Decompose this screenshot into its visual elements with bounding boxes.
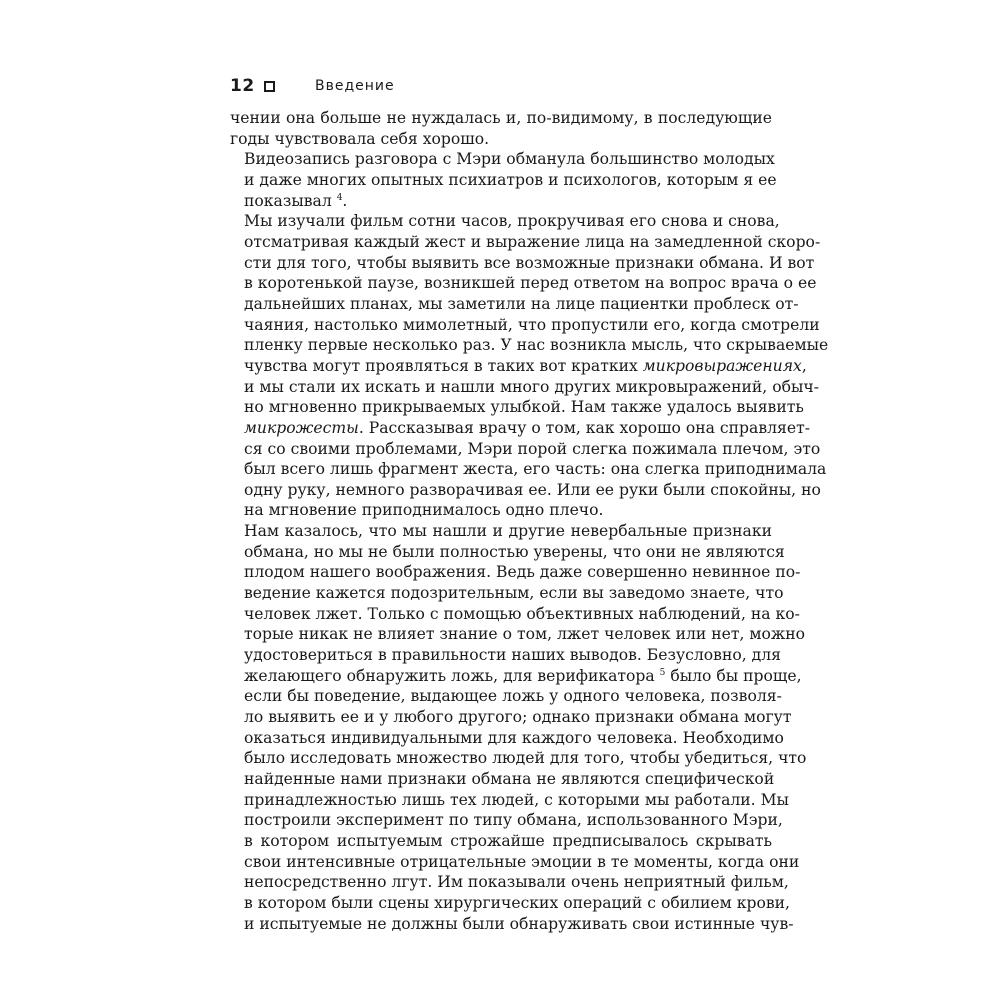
text-line xyxy=(230,852,800,873)
text-segment: непосредственно лгут. Им показывали очень неприятный фильм, xyxy=(244,873,789,892)
text-line xyxy=(230,356,807,377)
text-segment: желающего обнаружить ложь, для верификатора xyxy=(244,666,660,685)
text-line xyxy=(230,893,790,914)
text-line xyxy=(230,810,783,831)
text-line xyxy=(230,108,772,129)
text-line xyxy=(230,129,772,150)
text-segment: ся со своими проблемами, Мэри порой слегка пожимала плечом, это xyxy=(244,439,821,458)
text-segment: сти для того, чтобы выявить все возможные признаки обмана. И вот xyxy=(244,253,815,272)
footnote-ref: 5 xyxy=(659,667,666,678)
text-line xyxy=(230,769,775,790)
text-segment: построили эксперимент по типу обмана, использованного Мэри, xyxy=(244,811,783,830)
text-segment: человек лжет. Только с помощью объективных наблюдений, на ко- xyxy=(244,604,800,623)
text-line xyxy=(230,831,772,852)
text-segment: Нам казалось, что мы нашли и другие невербальные признаки xyxy=(244,522,772,541)
text-line xyxy=(230,397,804,418)
text-line xyxy=(230,232,821,253)
text-line xyxy=(230,645,781,666)
text-line xyxy=(230,191,772,212)
text-line xyxy=(230,542,785,563)
text-line xyxy=(230,790,789,811)
text-segment: чении она больше не нуждалась и, по-видимому, в последующие xyxy=(230,109,772,127)
text-segment: . Рассказывая врачу о том, как хорошо она справляет- xyxy=(358,418,810,437)
paragraph xyxy=(230,211,829,521)
text-line xyxy=(230,211,780,232)
text-segment: в котором испытуемым строжайше предписывалось скрывать xyxy=(244,831,772,850)
text-line xyxy=(230,335,829,356)
text-segment: и испытуемые не должны были обнаруживать свои истинные чув- xyxy=(244,914,794,933)
text-segment: обмана, но мы не были полностью уверены, что они не являются xyxy=(244,542,785,561)
text-segment: Видеозапись разговора с Мэри обманула большинство молодых xyxy=(244,150,775,169)
page-number: 12 xyxy=(230,76,255,96)
text-line xyxy=(230,500,772,521)
section-title: Введение xyxy=(315,78,395,94)
text-segment: найденные нами признаки обмана не являются специфической xyxy=(244,770,775,788)
text-segment: годы чувствовала себя хорошо. xyxy=(230,129,490,148)
text-segment: одну руку, немного разворачивая ее. Или ее руки были спокойны, но xyxy=(244,480,821,499)
text-line xyxy=(230,149,775,170)
text-segment: ведение кажется подозрительным, если вы заведомо знаете, что xyxy=(244,584,784,603)
text-line xyxy=(230,666,802,687)
text-line xyxy=(230,707,792,728)
paragraph xyxy=(230,521,807,934)
text-segment: показывал xyxy=(244,191,337,210)
text-segment: было исследовать множество людей для того, чтобы убедиться, что xyxy=(244,749,807,768)
text-line xyxy=(230,624,806,645)
text-line xyxy=(230,273,817,294)
text-line xyxy=(230,418,810,439)
text-line xyxy=(230,521,772,542)
text-segment: чувства могут проявляться в таких вот кратких xyxy=(244,356,643,375)
text-segment: оказаться индивидуальными для каждого человека. Необходимо xyxy=(244,728,784,747)
italic-term: микровыражениях xyxy=(642,356,802,375)
text-line xyxy=(230,170,777,191)
text-segment: был всего лишь фрагмент жеста, его часть: она слегка приподнимала xyxy=(244,460,827,479)
text-line xyxy=(230,480,821,501)
square-outline-icon xyxy=(264,81,275,92)
text-segment: и даже многих опытных психиатров и психологов, которым я ее xyxy=(244,170,777,189)
body-text xyxy=(230,108,829,934)
text-line xyxy=(230,914,794,935)
text-segment: в коротенькой паузе, возникшей перед ответом на вопрос врача о ее xyxy=(244,274,817,293)
text-segment: на мгновение приподнималось одно плечо. xyxy=(244,501,604,520)
paragraph xyxy=(230,108,772,149)
text-segment: плодом нашего воображения. Ведь даже совершенно невинное по- xyxy=(244,563,801,582)
footnote-ref: 4 xyxy=(336,192,343,203)
text-line xyxy=(230,459,827,480)
text-segment: было бы проще, xyxy=(665,666,802,685)
text-line xyxy=(230,377,819,398)
text-segment: торые никак не влияет знание о том, лжет человек или нет, можно xyxy=(244,625,806,644)
text-line xyxy=(230,748,807,769)
text-line xyxy=(230,315,820,336)
text-segment: в котором были сцены хирургических операций с обилием крови, xyxy=(244,893,790,912)
text-line xyxy=(230,253,815,274)
text-line xyxy=(230,728,784,749)
text-line xyxy=(230,604,800,625)
text-segment: принадлежностью лишь тех людей, с которыми мы работали. Мы xyxy=(244,790,789,809)
text-segment: если бы поведение, выдающее ложь у одного человека, позволя- xyxy=(244,687,782,706)
text-segment: свои интенсивные отрицательные эмоции в те моменты, когда они xyxy=(244,852,800,871)
text-segment: удостовериться в правильности наших выводов. Безусловно, для xyxy=(244,646,781,665)
running-header xyxy=(230,72,772,100)
text-line xyxy=(230,439,821,460)
text-line xyxy=(230,583,784,604)
text-line xyxy=(230,294,799,315)
text-segment: чаяния, настолько мимолетный, что пропустили его, когда смотрели xyxy=(244,315,820,334)
text-segment: но мгновенно прикрываемых улыбкой. Нам также удалось выявить xyxy=(244,398,804,417)
text-line xyxy=(230,686,782,707)
italic-term: микрожесты xyxy=(244,418,359,437)
text-segment: , xyxy=(801,356,807,375)
text-segment: дальнейших планах, мы заметили на лице пациентки проблеск от- xyxy=(244,294,799,313)
text-segment: ло выявить ее и у любого другого; однако признаки обмана могут xyxy=(244,708,792,727)
text-segment: пленку первые несколько раз. У нас возникла мысль, что скрываемые xyxy=(244,336,829,355)
text-line xyxy=(230,872,789,893)
text-segment: и мы стали их искать и нашли много других микровыражений, обыч- xyxy=(244,377,819,396)
text-segment: . xyxy=(342,191,348,210)
book-page xyxy=(230,72,829,934)
text-segment: отсматривая каждый жест и выражение лица на замедленной скоро- xyxy=(244,232,821,251)
text-segment: Мы изучали фильм сотни часов, прокручивая его снова и снова, xyxy=(244,212,780,231)
paragraph xyxy=(230,149,777,211)
text-line xyxy=(230,562,801,583)
